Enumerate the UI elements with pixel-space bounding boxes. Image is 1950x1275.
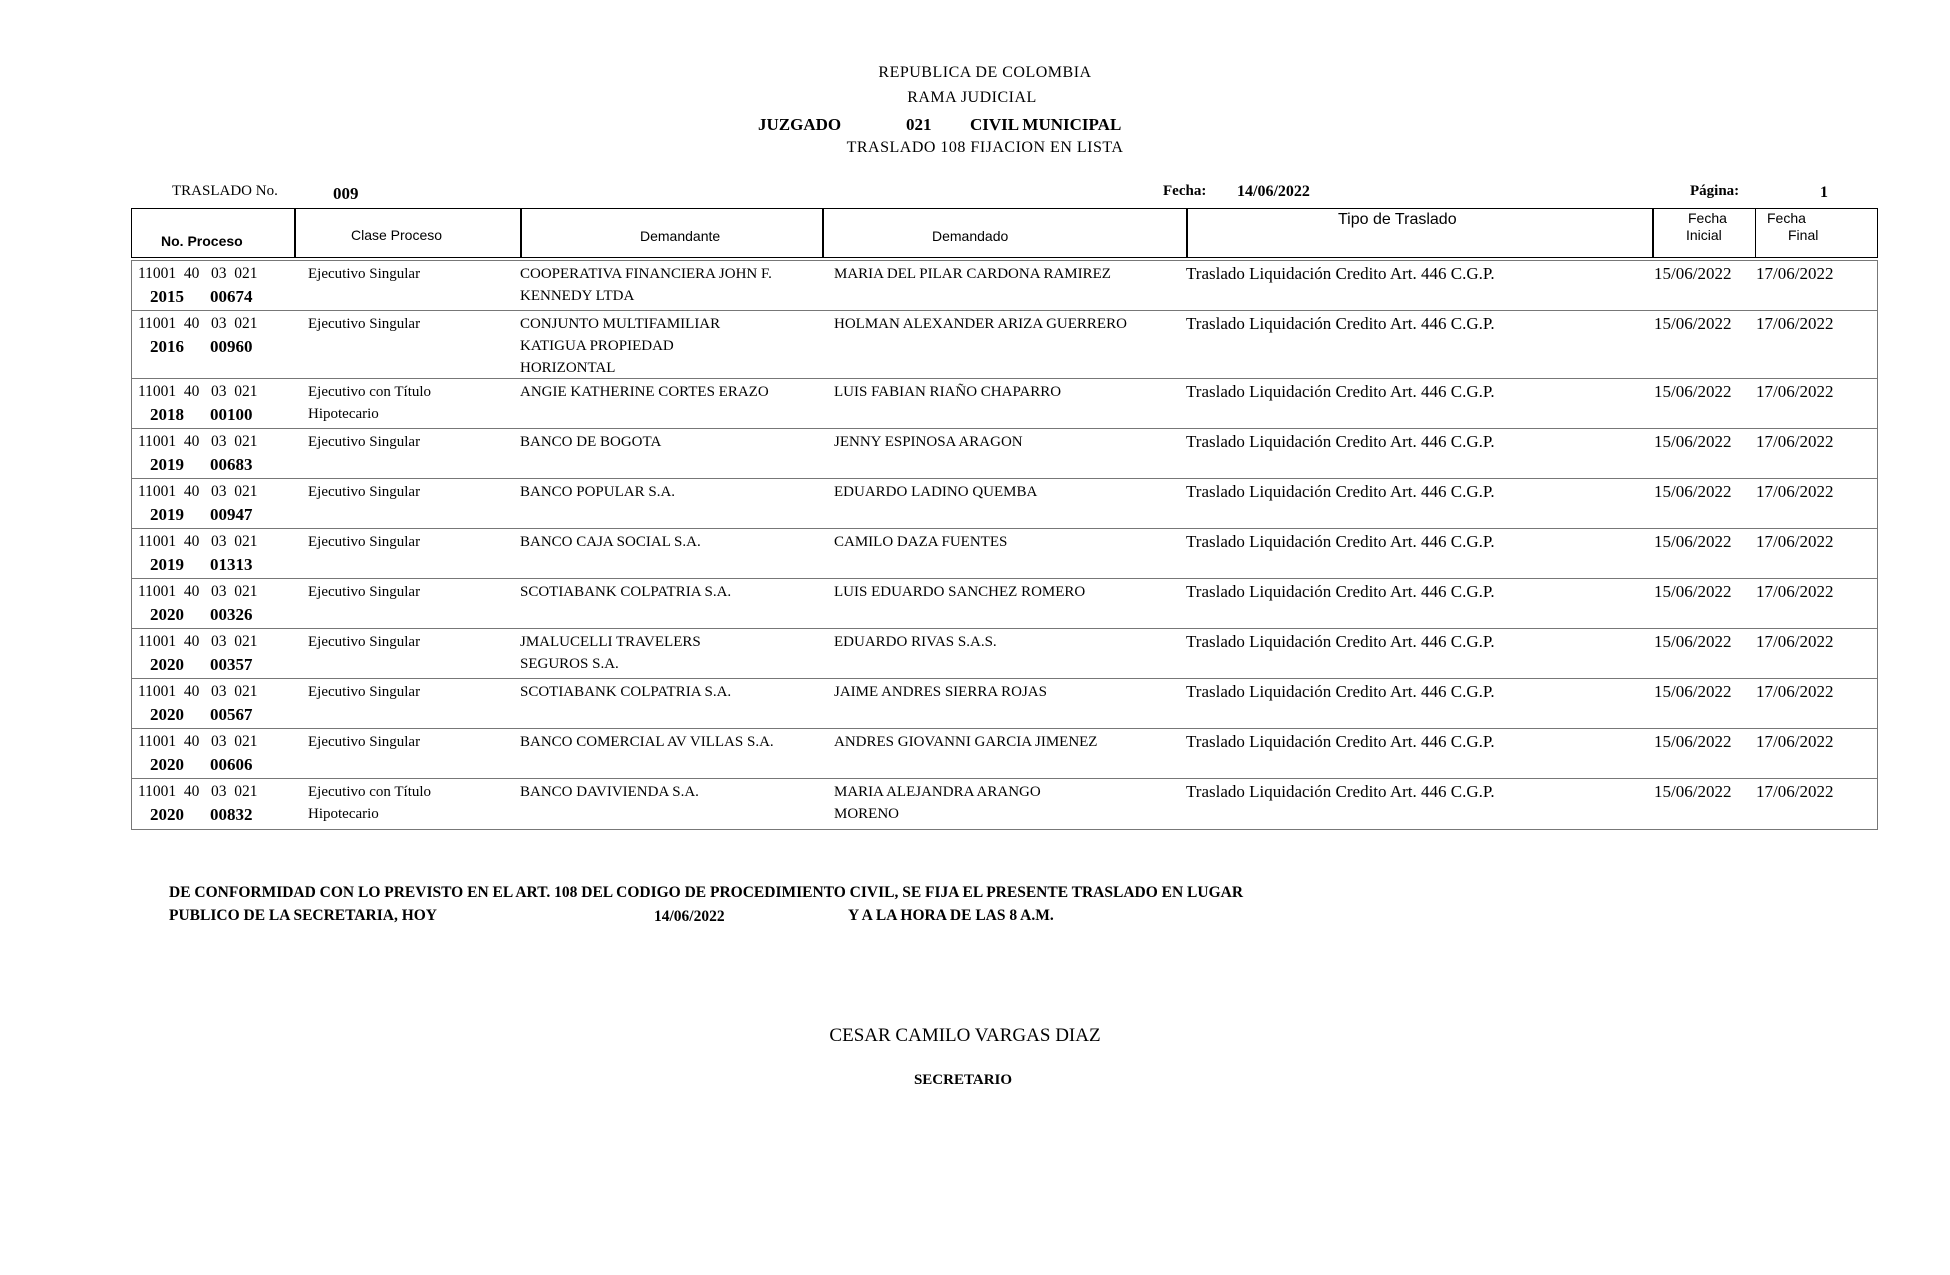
demandante: ANGIE KATHERINE CORTES ERAZO [520, 384, 769, 400]
demandado: JAIME ANDRES SIERRA ROJAS [834, 684, 1047, 700]
proceso-num: 00674 [210, 287, 253, 306]
clase-proceso: Ejecutivo Singular [308, 734, 421, 750]
proceso-number [138, 381, 298, 426]
proceso-year: 2020 [150, 605, 184, 624]
table-row [132, 629, 1877, 679]
demandante: BANCO POPULAR S.A. [520, 484, 676, 500]
proceso-year: 2020 [150, 805, 184, 824]
demandante: CONJUNTO MULTIFAMILIAR KATIGUA PROPIEDAD HORIZONTAL [520, 316, 721, 376]
fecha-inicial: 15/06/2022 [1654, 632, 1732, 651]
fecha-inicial: 15/06/2022 [1654, 382, 1732, 401]
footer-statement-line1: DE CONFORMIDAD CON LO PREVISTO EN EL ART. 108 DEL CODIGO DE PROCEDIMIENTO CIVIL, SE FIJA EL PRESENTE TRASLADO EN LUGAR [169, 884, 1244, 901]
table-header [131, 208, 1878, 258]
header-subtitle: TRASLADO 108 FIJACION EN LISTA [846, 139, 1124, 156]
proceso-num: 00357 [210, 655, 253, 674]
proceso-number [138, 631, 298, 676]
demandado: JENNY ESPINOSA ARAGON [834, 434, 1023, 450]
proceso-number [138, 431, 298, 476]
clase-proceso: Ejecutivo con Título Hipotecario [308, 784, 432, 822]
signature-name: CESAR CAMILO VARGAS DIAZ [829, 1025, 1101, 1046]
header-country: REPUBLICA DE COLOMBIA [878, 64, 1092, 81]
header-fecha-inicial-l1: Fecha [1688, 210, 1727, 226]
header-fecha-inicial [1654, 209, 1756, 257]
clase-proceso: Ejecutivo Singular [308, 434, 421, 450]
proceso-number [138, 531, 298, 576]
table-row [132, 311, 1877, 379]
demandado: MARIA DEL PILAR CARDONA RAMIREZ [834, 266, 1111, 282]
fecha-final: 17/06/2022 [1756, 432, 1834, 451]
demandante: BANCO DE BOGOTA [520, 434, 662, 450]
fecha-inicial: 15/06/2022 [1654, 782, 1732, 801]
demandante: BANCO COMERCIAL AV VILLAS S.A. [520, 734, 774, 750]
fecha-label: Fecha: [1163, 183, 1207, 199]
fecha-final: 17/06/2022 [1756, 314, 1834, 333]
proceso-code: 11001 40 03 021 [138, 783, 258, 800]
proceso-num: 01313 [210, 555, 253, 574]
header-clase-label: Clase Proceso [351, 227, 443, 243]
header-demandado [824, 209, 1188, 257]
header-juzgado-number: 021 [906, 115, 932, 134]
proceso-number [138, 481, 298, 526]
footer-statement-date: 14/06/2022 [654, 908, 725, 925]
traslado-number: 009 [333, 184, 359, 203]
fecha-final: 17/06/2022 [1756, 582, 1834, 601]
clase-proceso: Ejecutivo Singular [308, 684, 421, 700]
fecha-inicial: 15/06/2022 [1654, 582, 1732, 601]
proceso-year: 2019 [150, 505, 184, 524]
fecha-inicial: 15/06/2022 [1654, 264, 1732, 283]
clase-proceso: Ejecutivo Singular [308, 484, 421, 500]
tipo-traslado: Traslado Liquidación Credito Art. 446 C.G.P. [1186, 382, 1495, 401]
demandado: LUIS EDUARDO SANCHEZ ROMERO [834, 584, 1086, 600]
tipo-traslado: Traslado Liquidación Credito Art. 446 C.G.P. [1186, 582, 1495, 601]
header-fecha-final-l1: Fecha [1767, 210, 1806, 226]
table-row [132, 779, 1877, 829]
pagina-value: 1 [1820, 184, 1828, 201]
header-clase [296, 209, 522, 257]
proceso-num: 00832 [210, 805, 253, 824]
header-tipo-label: Tipo de Traslado [1338, 211, 1457, 228]
fecha-final: 17/06/2022 [1756, 482, 1834, 501]
proceso-code: 11001 40 03 021 [138, 583, 258, 600]
proceso-number [138, 781, 298, 826]
proceso-code: 11001 40 03 021 [138, 265, 258, 282]
header-fecha-final [1756, 209, 1877, 257]
fecha-final: 17/06/2022 [1756, 682, 1834, 701]
proceso-number [138, 313, 298, 358]
proceso-code: 11001 40 03 021 [138, 433, 258, 450]
proceso-code: 11001 40 03 021 [138, 533, 258, 550]
tipo-traslado: Traslado Liquidación Credito Art. 446 C.G.P. [1186, 532, 1495, 551]
fecha-final: 17/06/2022 [1756, 382, 1834, 401]
header-juzgado-type: CIVIL MUNICIPAL [970, 115, 1122, 134]
fecha-value: 14/06/2022 [1237, 183, 1310, 200]
proceso-number [138, 263, 298, 308]
table-row [132, 429, 1877, 479]
proceso-year: 2016 [150, 337, 184, 356]
header-demandante [522, 209, 824, 257]
clase-proceso: Ejecutivo con Título Hipotecario [308, 384, 432, 422]
proceso-num: 00683 [210, 455, 253, 474]
demandado: LUIS FABIAN RIAÑO CHAPARRO [834, 384, 1062, 400]
clase-proceso: Ejecutivo Singular [308, 266, 421, 282]
traslado-label: TRASLADO No. [172, 183, 278, 199]
header-juzgado-label: JUZGADO [758, 115, 842, 134]
proceso-num: 00567 [210, 705, 253, 724]
proceso-number [138, 581, 298, 626]
demandado: EDUARDO LADINO QUEMBA [834, 484, 1038, 500]
demandado: HOLMAN ALEXANDER ARIZA GUERRERO [834, 316, 1127, 332]
proceso-year: 2015 [150, 287, 184, 306]
proceso-year: 2020 [150, 655, 184, 674]
header-fecha-final-l2: Final [1788, 227, 1819, 243]
demandado: MARIA ALEJANDRA ARANGO MORENO [834, 784, 1041, 822]
proceso-year: 2020 [150, 705, 184, 724]
fecha-inicial: 15/06/2022 [1654, 732, 1732, 751]
pagina-label: Página: [1690, 183, 1740, 199]
table-row [132, 529, 1877, 579]
proceso-year: 2018 [150, 405, 184, 424]
fecha-final: 17/06/2022 [1756, 632, 1834, 651]
proceso-code: 11001 40 03 021 [138, 733, 258, 750]
proceso-code: 11001 40 03 021 [138, 315, 258, 332]
header-demandante-label: Demandante [640, 228, 721, 244]
fecha-final: 17/06/2022 [1756, 732, 1834, 751]
fecha-inicial: 15/06/2022 [1654, 532, 1732, 551]
demandante: BANCO DAVIVIENDA S.A. [520, 784, 699, 800]
proceso-num: 00606 [210, 755, 253, 774]
header-tipo [1188, 209, 1654, 257]
header-demandado-label: Demandado [932, 228, 1009, 244]
proceso-num: 00960 [210, 337, 253, 356]
proceso-code: 11001 40 03 021 [138, 633, 258, 650]
proceso-number [138, 731, 298, 776]
proceso-year: 2019 [150, 555, 184, 574]
proceso-num: 00326 [210, 605, 253, 624]
table-row [132, 579, 1877, 629]
fecha-inicial: 15/06/2022 [1654, 482, 1732, 501]
proceso-year: 2019 [150, 455, 184, 474]
clase-proceso: Ejecutivo Singular [308, 534, 421, 550]
table-row [132, 379, 1877, 429]
demandante: SCOTIABANK COLPATRIA S.A. [520, 584, 732, 600]
proceso-code: 11001 40 03 021 [138, 483, 258, 500]
proceso-number [138, 681, 298, 726]
proceso-num: 00947 [210, 505, 253, 524]
table-row [132, 679, 1877, 729]
clase-proceso: Ejecutivo Singular [308, 634, 421, 650]
tipo-traslado: Traslado Liquidación Credito Art. 446 C.G.P. [1186, 732, 1495, 751]
demandante: BANCO CAJA SOCIAL S.A. [520, 534, 701, 550]
fecha-final: 17/06/2022 [1756, 264, 1834, 283]
fecha-final: 17/06/2022 [1756, 782, 1834, 801]
table-row [132, 261, 1877, 311]
tipo-traslado: Traslado Liquidación Credito Art. 446 C.G.P. [1186, 482, 1495, 501]
tipo-traslado: Traslado Liquidación Credito Art. 446 C.G.P. [1186, 782, 1495, 801]
proceso-code: 11001 40 03 021 [138, 683, 258, 700]
proceso-code: 11001 40 03 021 [138, 383, 258, 400]
fecha-inicial: 15/06/2022 [1654, 432, 1732, 451]
proceso-num: 00100 [210, 405, 253, 424]
table-body [131, 260, 1878, 830]
signature-title: SECRETARIO [913, 1072, 1013, 1088]
clase-proceso: Ejecutivo Singular [308, 584, 421, 600]
footer-statement-line2a: PUBLICO DE LA SECRETARIA, HOY [169, 907, 437, 924]
header-branch: RAMA JUDICIAL [907, 89, 1037, 106]
table-row [132, 479, 1877, 529]
header-proceso [132, 209, 296, 257]
tipo-traslado: Traslado Liquidación Credito Art. 446 C.G.P. [1186, 632, 1495, 651]
demandado: EDUARDO RIVAS S.A.S. [834, 634, 997, 650]
fecha-final: 17/06/2022 [1756, 532, 1834, 551]
proceso-year: 2020 [150, 755, 184, 774]
fecha-inicial: 15/06/2022 [1654, 682, 1732, 701]
table-row [132, 729, 1877, 779]
header-fecha-inicial-l2: Inicial [1686, 227, 1722, 243]
demandado: CAMILO DAZA FUENTES [834, 534, 1008, 550]
demandante: JMALUCELLI TRAVELERS SEGUROS S.A. [520, 634, 701, 672]
demandado: ANDRES GIOVANNI GARCIA JIMENEZ [834, 734, 1098, 750]
demandante: SCOTIABANK COLPATRIA S.A. [520, 684, 732, 700]
footer-statement-line2b: Y A LA HORA DE LAS 8 A.M. [848, 907, 1054, 924]
clase-proceso: Ejecutivo Singular [308, 316, 421, 332]
fecha-inicial: 15/06/2022 [1654, 314, 1732, 333]
tipo-traslado: Traslado Liquidación Credito Art. 446 C.G.P. [1186, 314, 1495, 333]
tipo-traslado: Traslado Liquidación Credito Art. 446 C.G.P. [1186, 264, 1495, 283]
tipo-traslado: Traslado Liquidación Credito Art. 446 C.G.P. [1186, 682, 1495, 701]
header-proceso-label: No. Proceso [161, 233, 243, 249]
demandante: COOPERATIVA FINANCIERA JOHN F. KENNEDY LTDA [520, 266, 772, 304]
tipo-traslado: Traslado Liquidación Credito Art. 446 C.G.P. [1186, 432, 1495, 451]
